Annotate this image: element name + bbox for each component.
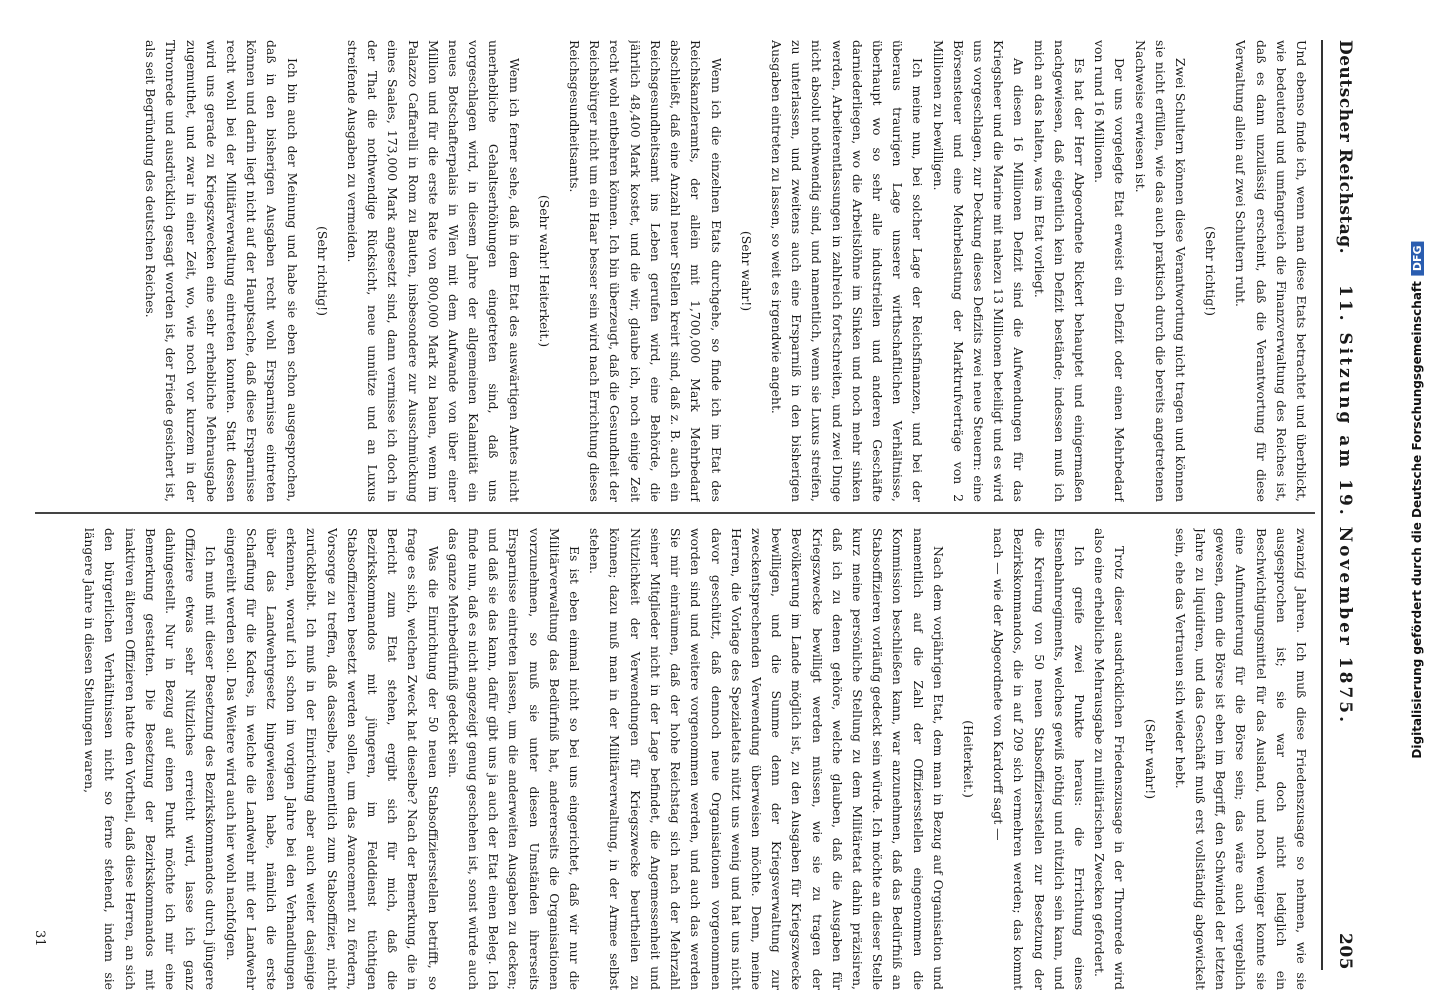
paragraph: Es hat der Herr Abgeordnete Rickert behauptet und einigermaßen nachgewiesen, daß eigentlich kein Defizit bestände; indessen muß ich mich an das halten, was im Etat vorliegt. — [1031, 40, 1087, 502]
paragraph: Ich muß mit dieser Besetzung des Bezirkskommandos durch jüngere Offiziere etwas sehr Nützliches erreicht wird, lasse ich ganz dahingestellt. Nur in Bezug auf einen Punkt möchte ich mir eine Bemerkung gestatten. Die Besetzung der Bezirkskommandos mit inaktiven älteren Offizieren hatte den Vortheil, daß diese Herren, an sich den bürgerlichen Verhältnissen nicht so ferne stehend, indem sie längere Jahre in diesen Stellungen waren, — [82, 528, 219, 990]
dfg-logo: DFG — [1411, 241, 1424, 275]
reaction: (Heiterkeit.) — [960, 720, 976, 798]
page-number: 205 — [1335, 933, 1355, 970]
paragraph: Ich greife zwei Punkte heraus: die Errichtung eines Eisenbahnregiments, welches gewiß nöthig und nützlich sein kann, und die Kreirung von 50 neuen Stabsoffiziersstellen zur Besetzung der Bezirkskommandos, die in auf 209 sich vermehren werden; das kommt nach — wie der Abgeordnete von Kardorff sagt — — [991, 528, 1087, 990]
paragraph: Nach dem vorjährigen Etat, dem man in Bezug auf Organisation und namentlich auf die Zahl der Offiziersstellen eingenommen die Kommission beschließen kann, war anzunehmen, daß das Bedürfniß an Stabsoffizieren vorläufig gedeckt sein würde. Ich möchte an dieser Stelle kurz meine persönliche Stellung zu dem Militäretat dahin präzisiren, daß ich zu denen gehöre, welche glauben, daß die Ausgaben für Kriegszwecke bewilligt werden müssen, wie sie zu tragen der Bevölkerung im Lande möglich ist, zu den Ausgaben für Kriegszwecke bewilligen, und die Summe denn der Kriegsverwaltung zur zweckentsprechenden Verwendung überweisen möchte. Denn, meine Herren, die Vorlage des Spezialetats nützt uns wenig und hat uns nicht davor geschützt, daß dennoch neue Organisationen vorgenommen worden sind und weitere vorgenommen werden, und auch das werden Sie mir einräumen, daß der hohe Reichstag sich nach der Mehrzahl seiner Mitglieder nicht in der Lage befindet, die Angemessenheit und Nützlichkeit der Verwendungen für Kriegszwecke beurtheilen zu können; dazu muß man in der Militärverwaltung, in der Armee selbst stehen. — [587, 528, 946, 990]
paragraph: Und ebenso finde ich, wenn man diese Etats betrachtet und überblickt, wie bedeutend und umfangreich die Finanzverwaltung des Reiches ist, daß es dann unzulässig erscheint, daß die Verantwortung für diese Verwaltung allein auf zwei Schultern ruht. — [1233, 40, 1309, 502]
header-rule — [1321, 40, 1323, 970]
digitization-text: Digitalisierung gefördert durch die Deutsche Forschungsgemeinschaft — [1410, 281, 1424, 759]
paragraph: Wenn ich die einzelnen Etats durchgehe, so finde ich im Etat des Reichskanzleramts, der allein mit 1,700,000 Mark Mehrbedarf abschließt, daß eine Anzahl neuer Stellen kreirt sind, daß z. B. auch ein Reichsgesundheitsamt ins Leben gerufen wird, eine Behörde, die jährlich 48,400 Mark kostet, und die wir, glaube ich, noch einige Zeit recht wohl entbehren können. Ich bin überzeugt, daß die Gesundheit der Reichsbürger nicht um ein Haar besser sein wird nach Errichtung dieses Reichsgesundheitsamts. — [567, 40, 724, 502]
right-column — [21, 528, 1311, 990]
reaction: (Sehr wahr!) — [738, 230, 754, 312]
paragraph: zwanzig Jahren. Ich muß diese Friedenszusage so nehmen, wie sie ausgesprochen ist; sie war doch nicht lediglich ein Beschwichtigungsmittel für das Ausland, und noch weniger konnte sie eine Aufmunterung für die Börse sein; das wäre auch vergeblich gewesen, denn die Börse ist eben im Begriff, den Schwindel der letzten Jahre zu liquidiren, und das Geschäft muß erst vollständig abgewickelt sein, ehe das Vertrauen sich wieder hebt. — [1172, 528, 1309, 990]
digitization-sidebar — [1404, 0, 1430, 1000]
digitization-note — [1410, 241, 1424, 758]
left-column — [21, 40, 1311, 502]
reaction: (Sehr wahr!) — [1142, 718, 1158, 800]
column-divider — [35, 512, 1315, 514]
paragraph: Trotz dieser ausdrücklichen Friedenszusage in der Thronrede wird also eine erhebliche Mehrausgabe zu militärischen Zwecken gefordert. — [1092, 528, 1128, 990]
paragraph: An diesen 16 Millionen Defizit sind die Aufwendungen für das Kriegsheer und die Marine mit nahezu 13 Millionen beteiligt und es wird uns vorgeschlagen, zur Deckung dieses Defizits zwei neue Steuern: eine Börsensteuer und eine Mehrbelastung der Marktrufverträge von 2 Millionen zu bewilligen. — [930, 40, 1027, 502]
header-publication: Deutscher Reichstag. — [1335, 40, 1355, 255]
paragraph: Der uns vorgelegte Etat erweist ein Defizit oder einen Mehrbedarf von rund 16 Millionen. — [1092, 40, 1128, 502]
reaction: (Sehr richtig!) — [1203, 226, 1219, 316]
paragraph: Ich meine nun, bei solcher Lage der Reichsfinanzen, und bei der überaus traurigen Lage unserer wirthschaftlichen Verhältnisse, überhaupt wo so sehr alle industriellen und anderen Geschäfte darniederliegen, wo die Arbeitslöhne im Sinken und noch mehr sinken werden, Arbeiterentlassungen in zahlreich fortschreiten, und zwei Dinge nicht absolut nothwendig sind, und namentlich, wenn sie Luxus streifen, zu unterlassen, und zweitens auch eine Ersparniß in den bisherigen Ausgaben eintreten zu lassen, so weit es irgendwie angeht. — [768, 40, 926, 502]
reaction: (Sehr richtig!) — [314, 226, 330, 316]
page-header — [1329, 40, 1369, 970]
reaction: (Sehr wahr! Heiterkeit.) — [536, 194, 552, 348]
paragraph: Was die Einrichtung der 50 neuen Stabsoffiziersstellen betrifft, so frage es sich, welchen Zweck hat dieselbe? Nach der Bemerkung, die in Bericht zum Etat stehen, ergibt sich für mich, daß die Bezirkskommandos mit jüngeren, im Felddienst tüchtigen Stabsoffizieren besetzt werden sollen, um das Avancement zu fördern, Vorsorge zu treffen, daß dasselbe, namentlich zum Stabsoffizier, nicht zurückbleibt. Ich muß in der Einrichtung aber auch weiter dasjenige erkennen, worauf ich schon im vorigen Jahre bei den Verhandlungen über das Landwehrgesetz hingewiesen habe, nämlich die erste Schaffung für die Kadres, in welche die Landwehr mit der Landwehr eingereiht werden soll. Das Weitere wird auch hier wohl nachfolgen. — [223, 528, 441, 990]
signature-mark: 31 — [32, 930, 47, 947]
paragraph: Wenn ich ferner sehe, daß in dem Etat des auswärtigen Amtes nicht unerhebliche Gehaltserhöhungen eingetreten sind, daß uns vorgeschlagen wird, in diesem Jahre der allgemeinen Kalamität ein neues Botschafterpalais in Wien mit dem Aufwande von über einer Million und für die erste Rate von 800,000 Mark zu bauen, wenn im Palazzo Caffarelli in Rom zu Bauten, insbesondere zur Ausschmückung eines Saales, 173,000 Mark angesetzt sind, dann vermisse ich doch in der That die nothwendige Rücksicht, neue unnütze und an Luxus streifende Ausgaben zu vermeiden. — [345, 40, 522, 502]
paragraph: Ich bin auch der Meinung und habe sie eben schon ausgesprochen, daß in den bisherigen Ausgaben recht wohl Ersparnisse eintreten können und darin liegt nicht auf der Hauptsache, daß diese Ersparnisse recht wohl bei der Militärverwaltung eintreten konnten. Statt dessen wird uns gerade zu Kriegszwecken eine sehr erhebliche Mehrausgabe zugemuthet, und zwar in einer Zeit, wo, wie noch vor kurzem in der Thronrede und ausdrücklich gesagt worden ist, der Friede gesichert ist, als seit Begründung des deutschen Reiches. — [143, 40, 300, 502]
paragraph: Zwei Schultern können diese Verantwortung nicht tragen und können sie nicht erfüllen, wie das auch praktisch durch die bereits angetretenen Nachweise erwiesen ist. — [1132, 40, 1188, 502]
header-session: 11. Sitzung am 19. November 1875. — [1335, 284, 1355, 726]
paragraph: Es ist eben einmal nicht so bei uns eingerichtet, daß wir nur die Militärverwaltung das Bedürfniß hat, andererseits die Organisationen vorzunehmen, so muß sie unter diesen Umständen ihrerseits Ersparnisse eintreten lassen, um die anderweiten Ausgaben zu decken; und daß sie das kann, dafür gibt uns ja auch der Etat einen Beleg. Ich finde nun, daß es nicht angezeigt genug geschehen ist, sonst würde auch das ganze Mehrbedürfniß gedeckt sein. — [445, 528, 583, 990]
